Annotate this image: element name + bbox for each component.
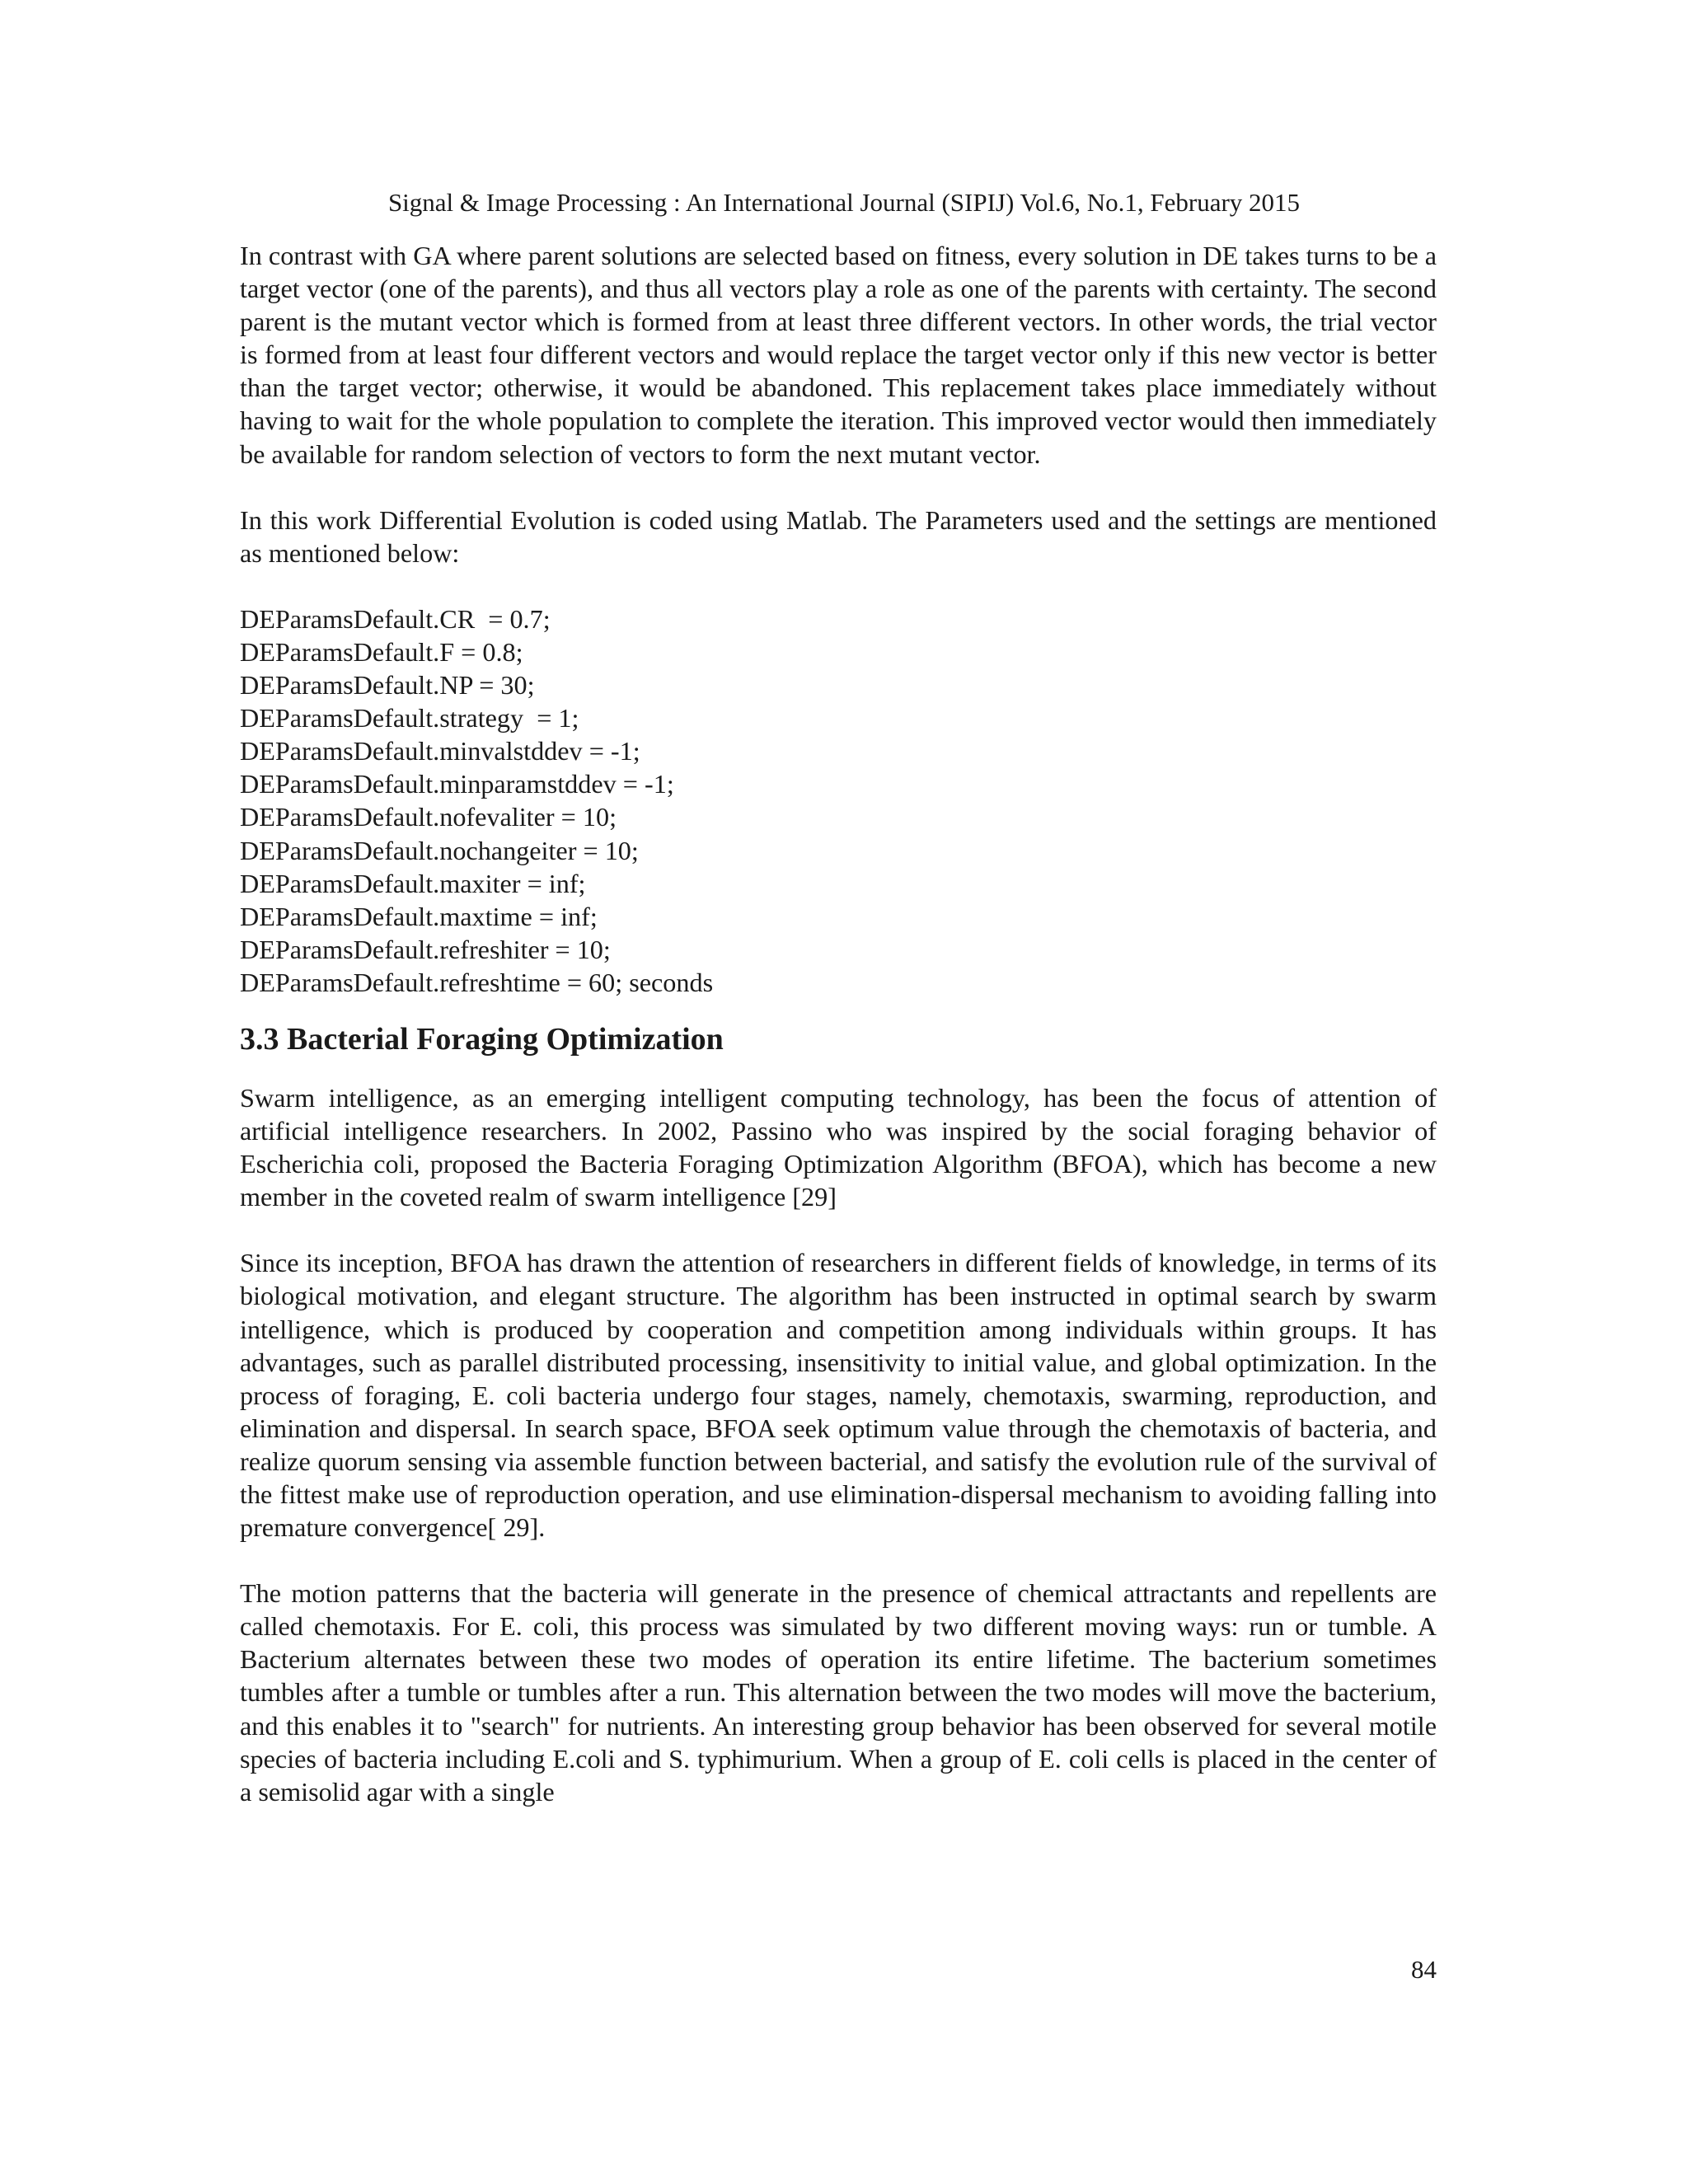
paragraph-bfoa-inception: Since its inception, BFOA has drawn the attention of researchers in different fields of knowledge, in terms of its biological motivation, and elegant structure. The algorithm has been instructed in optimal search by swarm intelligence, which is produced by cooperation and competition among individuals within groups. It has advantages, such as parallel distributed processing, insensitivity to initial value, and global optimization. In the process of foraging, E. coli bacteria undergo four stages, namely, chemotaxis, swarming, reproduction, and elimination and dispersal. In search space, BFOA seek optimum value through the chemotaxis of bacteria, and realize quorum sensing via assemble function between bacterial, and satisfy the evolution rule of the survival of the fittest make use of reproduction operation, and use elimination-dispersal mechanism to avoiding falling into premature convergence[ 29].: [240, 1248, 1437, 1543]
paragraph-gap: [240, 1544, 1437, 1577]
param-line-cr: DEParamsDefault.CR = 0.7;: [240, 603, 551, 634]
param-line-refreshtime: DEParamsDefault.refreshtime = 60; seconds: [240, 967, 714, 997]
param-line-minvalstddev: DEParamsDefault.minvalstddev = -1;: [240, 736, 640, 766]
param-line-maxiter: DEParamsDefault.maxiter = inf;: [240, 868, 586, 898]
page-body: [240, 239, 1437, 1808]
paragraph-gap: [240, 471, 1437, 504]
param-line-f: DEParamsDefault.F = 0.8;: [240, 636, 523, 667]
param-line-strategy: DEParamsDefault.strategy = 1;: [240, 703, 579, 733]
param-line-nochangeiter: DEParamsDefault.nochangeiter = 10;: [240, 835, 639, 865]
page-number: 84: [1411, 1955, 1437, 1984]
param-line-minparamstddev: DEParamsDefault.minparamstddev = -1;: [240, 769, 674, 799]
de-parameter-list: [240, 602, 1437, 999]
param-line-refreshiter: DEParamsDefault.refreshiter = 10;: [240, 934, 611, 964]
paragraph-chemotaxis: The motion patterns that the bacteria will generate in the presence of chemical attractants and repellents are called chemotaxis. For E. coli, this process was simulated by two different moving ways: run or tumble. A Bacterium alternates between these two modes of operation its entire lifetime. The bacterium sometimes tumbles after a tumble or tumbles after a run. This alternation between the two modes will move the bacterium, and this enables it to "search" for nutrients. An interesting group behavior has been observed for several motile species of bacteria including E.coli and S. typhimurium. When a group of E. coli cells is placed in the center of a semisolid agar with a single: [240, 1578, 1437, 1807]
paragraph-gap: [240, 569, 1437, 602]
param-line-np: DEParamsDefault.NP = 30;: [240, 670, 535, 701]
paragraph-swarm-intelligence: Swarm intelligence, as an emerging intelligent computing technology, has been the focus of attention of artificial intelligence researchers. In 2002, Passino who was inspired by the social foraging behavior of Escherichia coli, proposed the Bacteria Foraging Optimization Algorithm (BFOA), which has become a new member in the coveted realm of swarm intelligence [29]: [240, 1082, 1437, 1212]
param-line-maxtime: DEParamsDefault.maxtime = inf;: [240, 901, 598, 931]
paragraph-gap: [240, 1213, 1437, 1246]
param-line-nofevaliter: DEParamsDefault.nofevaliter = 10;: [240, 802, 617, 832]
paragraph-de-target-vector: In contrast with GA where parent solutions are selected based on fitness, every solution in DE takes turns to be a target vector (one of the parents), and thus all vectors play a role as one of the parents with certainty. The second parent is the mutant vector which is formed from at least three different vectors. In other words, the trial vector is formed from at least four different vectors and would replace the target vector only if this new vector is better than the target vector; otherwise, it would be abandoned. This replacement takes place immediately without having to wait for the whole population to complete the iteration. This improved vector would then immediately be available for random selection of vectors to form the next mutant vector.: [240, 241, 1437, 469]
paragraph-matlab-intro: In this work Differential Evolution is coded using Matlab. The Parameters used and the settings are mentioned as mentioned below:: [240, 504, 1437, 568]
section-heading: 3.3 Bacterial Foraging Optimization: [240, 1021, 724, 1057]
running-header: Signal & Image Processing : An International Journal (SIPIJ) Vol.6, No.1, February 2015: [387, 188, 1301, 217]
